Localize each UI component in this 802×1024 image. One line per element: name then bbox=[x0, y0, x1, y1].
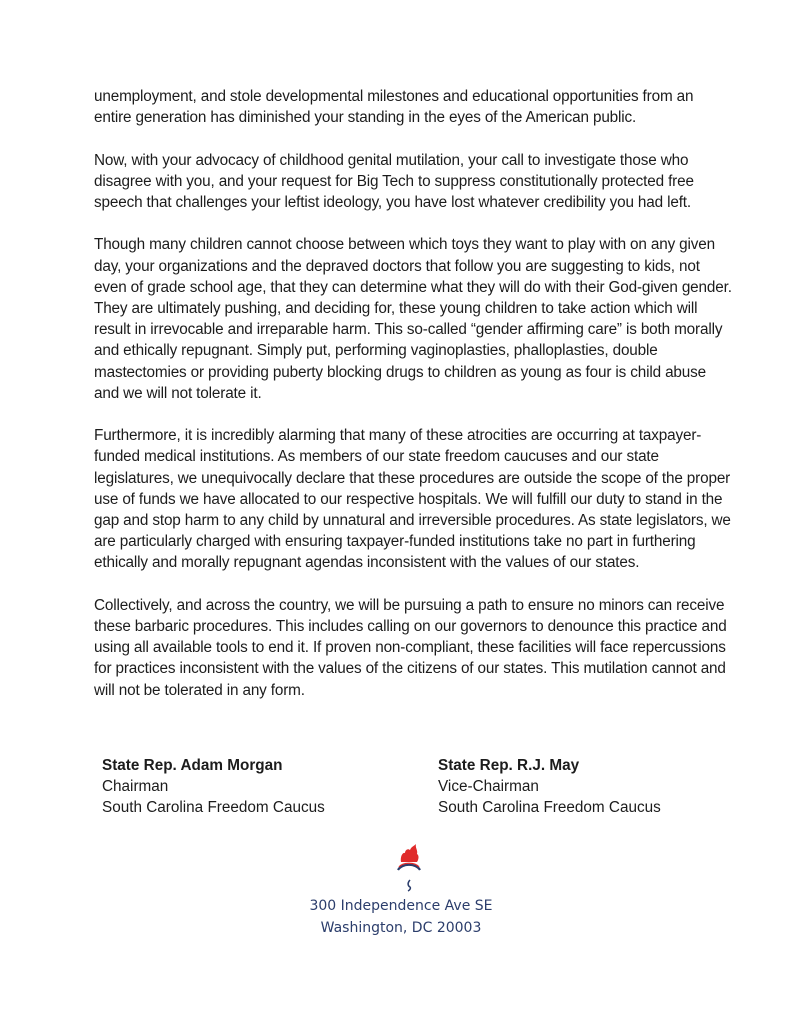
paragraph-1: unemployment, and stole developmental milestones and educational opportunities from an entire generation has diminished your standing in the eyes of the American public. bbox=[94, 88, 694, 127]
torch-flame-icon bbox=[389, 840, 429, 896]
paragraph-5: Collectively, and across the country, we will be pursuing a path to ensure no minors can receive these barbaric procedures. This includes calling on our governors to denounce this practice and using all available tools to end it. If proven non-compliant, these facilities will face repercussions for practices inconsistent with the values of the citizens of our states. This mutilation cannot and will not be tolerated in any form. bbox=[94, 596, 727, 699]
signatory-title: Vice-Chairman bbox=[438, 778, 539, 796]
signatory-name: State Rep. R.J. May bbox=[438, 757, 580, 774]
address-line-2: Washington, DC 20003 bbox=[320, 920, 482, 936]
signature-block-vice-chairman bbox=[438, 755, 661, 819]
address-block bbox=[0, 895, 802, 939]
address-line-1: 300 Independence Ave SE bbox=[309, 898, 493, 914]
letter-body bbox=[94, 86, 734, 722]
paragraph-3: Though many children cannot choose between which toys they want to play with on any given day, your organizations and the depraved doctors that follow you are suggesting to kids, not even of grade school age, that they can determine what they will do with their God-given gender. They are ultimately pushing, and deciding for, these young children to take action which will result in irrevocable and irreparable harm. This so-called “gender affirming care” is both morally and ethically repugnant. Simply put, performing vaginoplasties, phalloplasties, double mastectomies or providing puberty blocking drugs to children as young as four is child abuse and we will not tolerate it. bbox=[94, 236, 732, 402]
signature-block-chairman bbox=[102, 755, 325, 819]
signatory-title: Chairman bbox=[102, 778, 169, 796]
signatory-organization: South Carolina Freedom Caucus bbox=[102, 799, 325, 817]
paragraph-4: Furthermore, it is incredibly alarming that many of these atrocities are occurring at taxpayer-funded medical institutions. As members of our state freedom caucuses and our state legislatures, we unequivocally declare that these procedures are outside the scope of the proper use of funds we have allocated to our respective hospitals. We will fulfill our duty to stand in the gap and stop harm to any child by unnatural and irreversible procedures. As state legislators, we are particularly charged with ensuring taxpayer-funded institutions take no part in furthering ethically and morally repugnant agendas inconsistent with the values of our states. bbox=[94, 427, 731, 572]
signatory-organization: South Carolina Freedom Caucus bbox=[438, 799, 661, 817]
paragraph-2: Now, with your advocacy of childhood genital mutilation, your call to investigate those who disagree with you, and your request for Big Tech to suppress constitutionally protected free speech that challenges your leftist ideology, you have lost whatever credibility you had left. bbox=[94, 151, 694, 211]
signatory-name: State Rep. Adam Morgan bbox=[102, 757, 283, 774]
